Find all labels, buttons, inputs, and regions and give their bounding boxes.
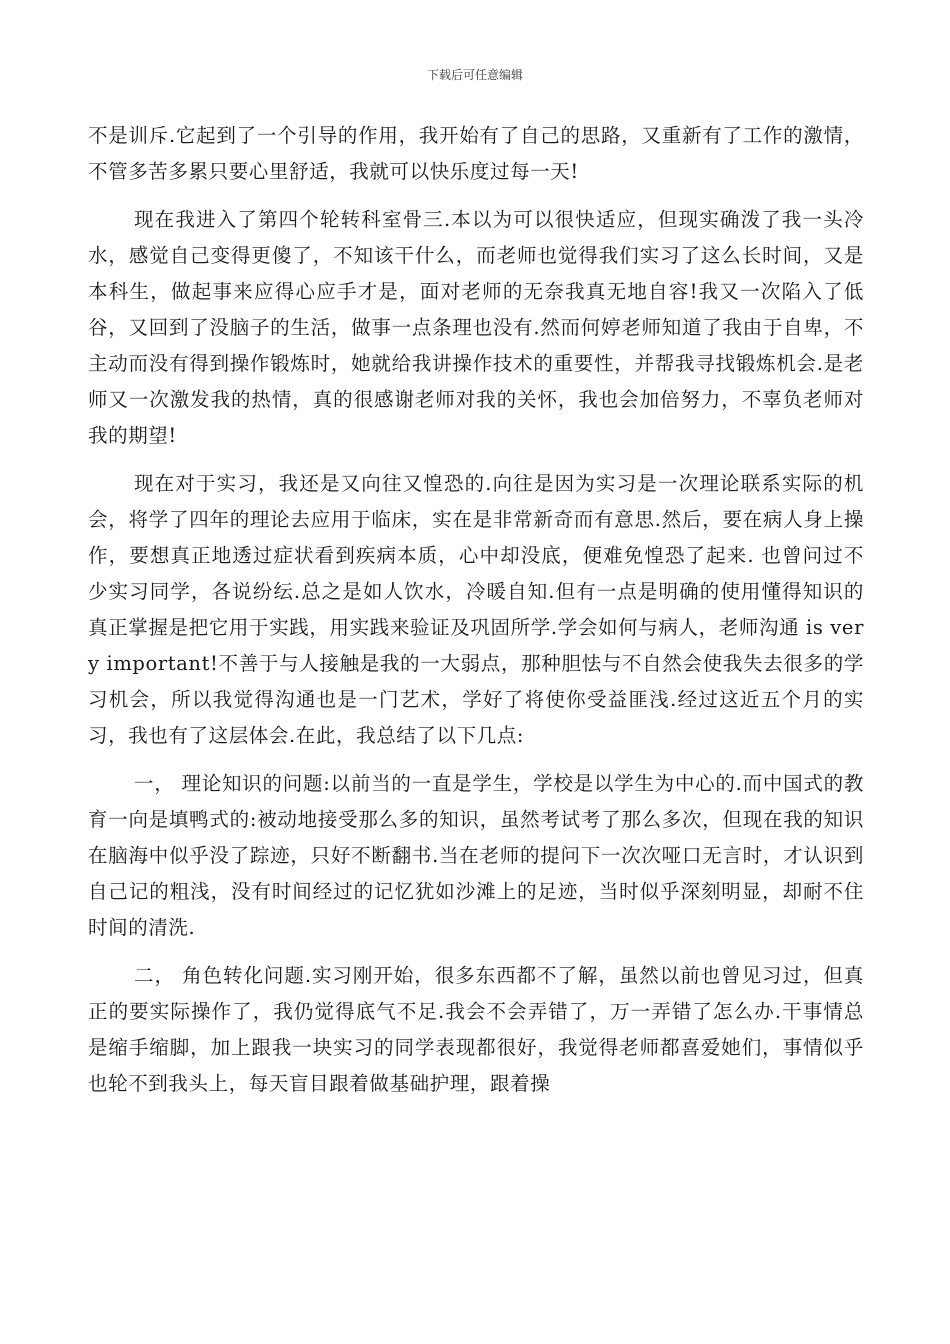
page-header: 下载后可任意编辑 bbox=[426, 68, 523, 82]
paragraph-continuation: 不是训斥.它起到了一个引导的作用，我开始有了自己的思路，又重新有了工作的激情，不管多苦多累只要心里舒适，我就可以快乐度过每一天! bbox=[88, 124, 864, 183]
paragraph-point-one: 一， 理论知识的问题:以前当的一直是学生，学校是以学生为中心的.而中国式的教育一向是填鸭式的:被动地接受那么多的知识，虽然考试考了那么多次，但现在我的知识在脑海中似乎没了踪迹，只好不断翻书.当在老师的提问下一次次哑口无言时，才认识到自己记的粗浅，没有时间经过的记忆犹如沙滩上的足迹，当时似乎深刻明显，却耐不住时间的清洗. bbox=[88, 772, 864, 939]
document-body bbox=[88, 118, 864, 1114]
paragraph-rotation-department: 现在我进入了第四个轮转科室骨三.本以为可以很快适应，但现实确泼了我一头冷水，感觉自己变得更傻了，不知该干什么，而老师也觉得我们实习了这么长时间，又是本科生，做起事来应得心应手才是，面对老师的无奈我真无地自容!我又一次陷入了低谷，又回到了没脑子的生活，做事一点条理也没有.然而何婷老师知道了我由于自卑，不主动而没有得到操作锻炼时，她就给我讲操作技术的重要性，并帮我寻找锻炼机会.是老师又一次激发我的热情，真的很感谢老师对我的关怀，我也会加倍努力，不辜负老师对我的期望! bbox=[88, 208, 864, 447]
paragraph-internship-feelings: 现在对于实习，我还是又向往又惶恐的.向往是因为实习是一次理论联系实际的机会，将学了四年的理论去应用于临床，实在是非常新奇而有意思.然后，要在病人身上操作，要想真正地透过症状看到疾病本质，心中却没底，便难免惶恐了起来. 也曾问过不少实习同学，各说纷纭.总之是如人饮水，冷暖自知.但有一点是明确的使用懂得知识的真正掌握是把它用于实践，用实践来验证及巩固所学.学会如何与病人，老师沟通 is very important!不善于与人接触是我的一大弱点，那种胆怯与不自然会使我失去很多的学习机会，所以我觉得沟通也是一门艺术，学好了将使你受益匪浅.经过这近五个月的实习，我也有了这层体会.在此，我总结了以下几点: bbox=[88, 472, 864, 747]
paragraph-point-two: 二， 角色转化问题.实习刚开始，很多东西都不了解，虽然以前也曾见习过，但真正的要实际操作了，我仍觉得底气不足.我会不会弄错了，万一弄错了怎么办.干事情总是缩手缩脚，加上跟我一块实习的同学表现都很好，我觉得老师都喜爱她们，事情似乎也轮不到我头上，每天盲目跟着做基础护理，跟着操 bbox=[88, 964, 864, 1095]
